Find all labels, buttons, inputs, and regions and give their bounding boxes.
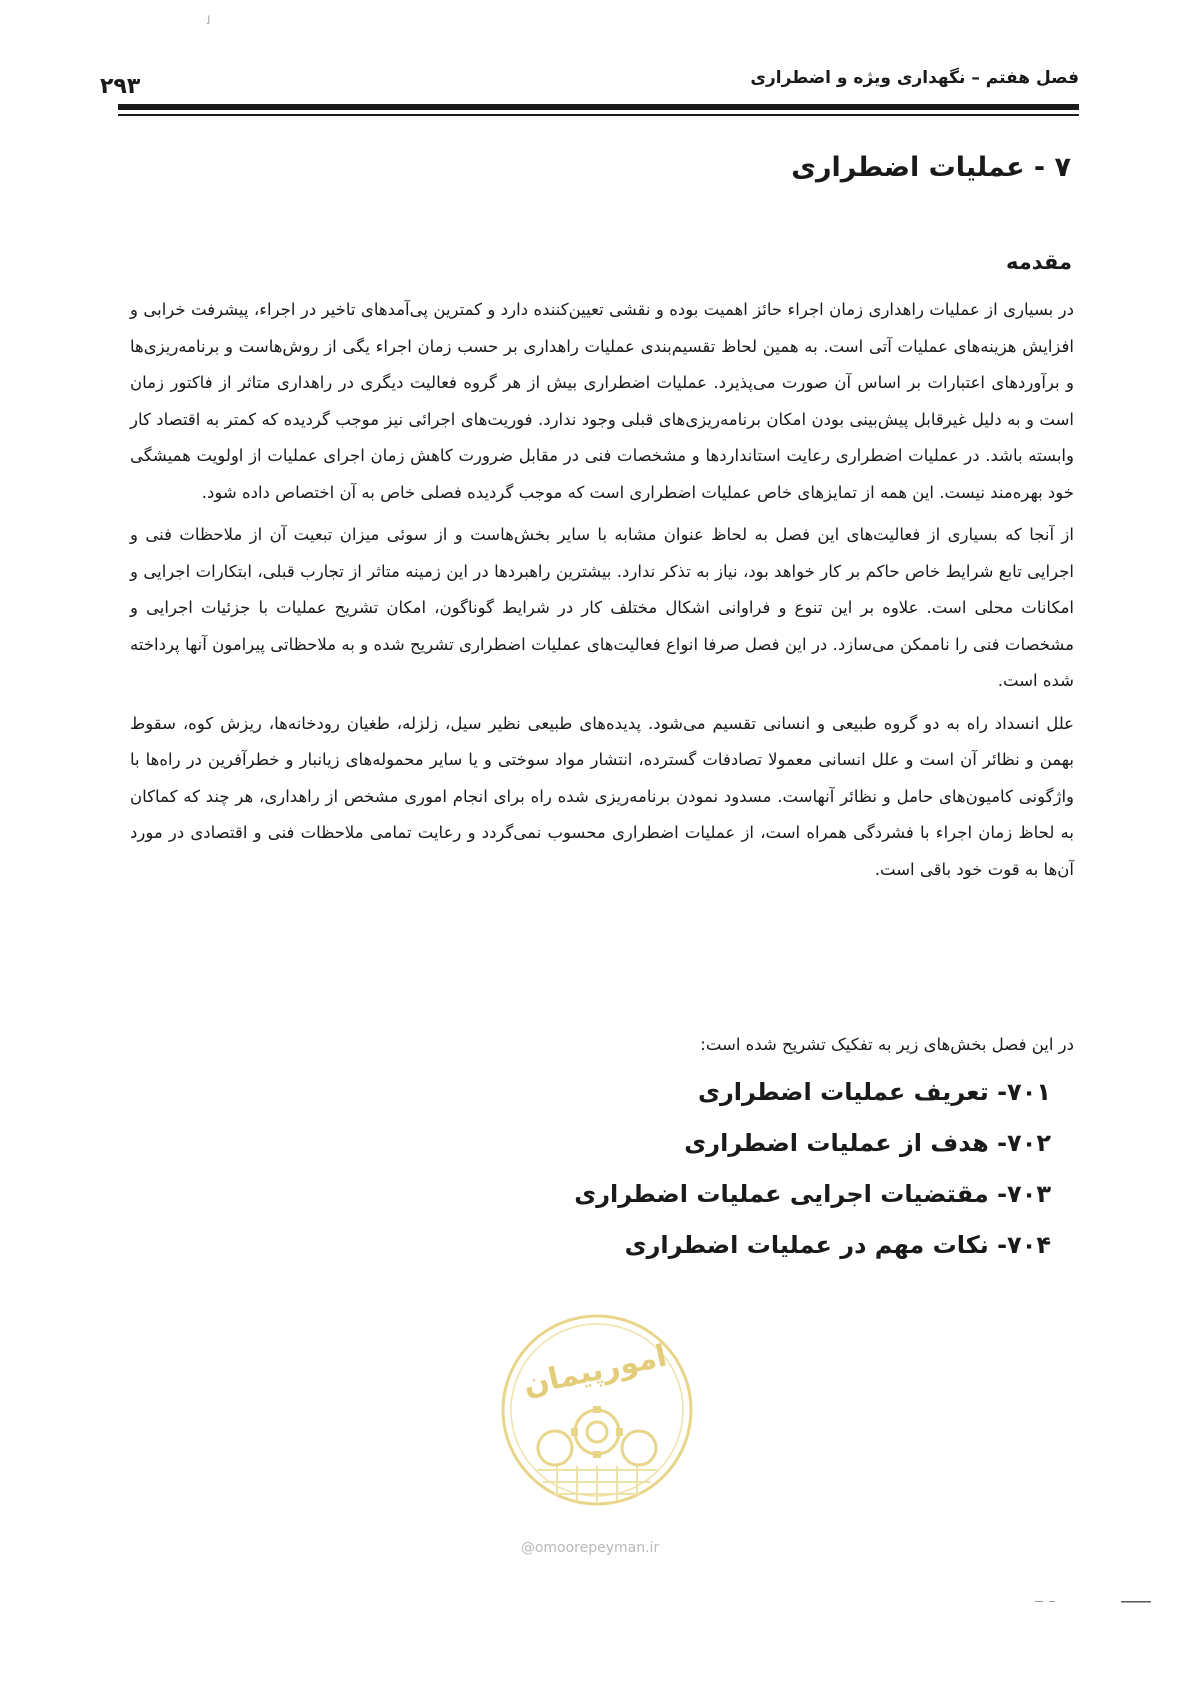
body-text — [130, 292, 1074, 894]
page-number: ۲۹۳ — [100, 74, 141, 99]
watermark-logo-text: امورپیمان — [520, 1338, 670, 1403]
running-header: فصل هفتم – نگهداری ویژه و اضطراری — [750, 68, 1079, 88]
scan-mark: ﻟ — [207, 14, 211, 27]
watermark-logo-icon — [497, 1310, 697, 1510]
watermark-url: @omoorepeyman.ir — [520, 1540, 660, 1556]
header-rule-thick — [118, 104, 1079, 110]
toc-intro: در این فصل بخش‌های زیر به تفکیک تشریح شده است: — [700, 1035, 1074, 1054]
section-list-item: ۷۰۱- تعریف عملیات اضطراری — [697, 1078, 1051, 1106]
chapter-title: ۷ - عملیات اضطراری — [791, 152, 1071, 183]
paragraph: علل انسداد راه به دو گروه طبیعی و انسانی تقسیم می‌شود. پدیده‌های طبیعی نظیر سیل، زلزله، طغیان رودخانه‌ها، ریزش کوه، سقوط بهمن و نظائر آن است و علل انسانی معمولا تصادفات گسترده، انتشار مواد سوختی و یا سایر محموله‌های زیانبار و خطرآفرین در راه‌ها با واژگونی کامیون‌های حامل و نظائر آنهاست. مسدود نمودن برنامه‌ریزی شده راه برای انجام اموری مشخص از راهداری، هر چند که کماکان به لحاظ زمان اجراء با فشردگی همراه است، از عملیات اضطراری محسوب نمی‌گردد و رعایت تمامی ملاحظات فنی و اقتصادی در مورد آن‌ها به قوت خود باقی است. — [130, 713, 1074, 879]
section-heading: مقدمه — [1006, 250, 1072, 274]
section-list-item: ۷۰۲- هدف از عملیات اضطراری — [684, 1129, 1051, 1157]
section-list-item: ۷۰۴- نکات مهم در عملیات اضطراری — [624, 1231, 1051, 1259]
section-list-item: ۷۰۳- مقتضیات اجرایی عملیات اضطراری — [574, 1180, 1051, 1208]
section-list — [574, 1067, 1051, 1271]
scan-artifact — [1035, 1600, 1155, 1604]
paragraph: در بسیاری از عملیات راهداری زمان اجراء حائز اهمیت بوده و نقشی تعیین‌کننده دارد و کمترین پی‌آمدهای تاخیر در اجراء، پیشرفت خرابی و افزایش هزینه‌های عملیات آتی است. به همین لحاظ تقسیم‌بندی عملیات راهداری بر حسب زمان اجراء یگی از روش‌هاست و برنامه‌ریزی‌ها و برآوردهای اعتبارات بر اساس آن صورت می‌پذیرد. عملیات اضطراری بیش از هر گروه فعالیت دیگری در راهداری متاثر از فاکتور زمان است و به دلیل غیرقابل پیش‌بینی بودن امکان برنامه‌ریزی‌های قبلی وجود ندارد. فوریت‌های اجرائی نیز موجب گردیده که کمتر به اقتصاد کار وابسته باشد. در عملیات اضطراری رعایت استانداردها و مشخصات فنی در مقابل ضرورت کاهش زمان اجرای عملیات از اولویت همیشگی خود بهره‌مند نیست. این همه از تمایزهای خاص عملیات اضطراری است که موجب گردیده فصلی خاص به آن اختصاص داده شود. — [130, 300, 1074, 502]
header-rule-thin — [118, 114, 1079, 116]
paragraph: از آنجا که بسیاری از فعالیت‌های این فصل به لحاظ عنوان مشابه با سایر بخش‌هاست و از سوئی میزان تبعیت آن از ملاحظات فنی و اجرایی تابع شرایط خاص حاکم بر کار خواهد بود، نیاز به تذکر ندارد. بیشترین راهبردها در این زمینه متاثر از تجارب قبلی، ابتکارات اجرایی و امکانات محلی است. علاوه بر این تنوع و فراوانی اشکال مختلف کار در شرایط گوناگون، امکان تشریح عملیات با جزئیات اجرایی و مشخصات فنی را ناممکن می‌سازد. در این فصل صرفا انواع فعالیت‌های عملیات اضطراری تشریح شده و به ملاحظاتی پیرامون آنها پرداخته شده است. — [130, 525, 1074, 690]
